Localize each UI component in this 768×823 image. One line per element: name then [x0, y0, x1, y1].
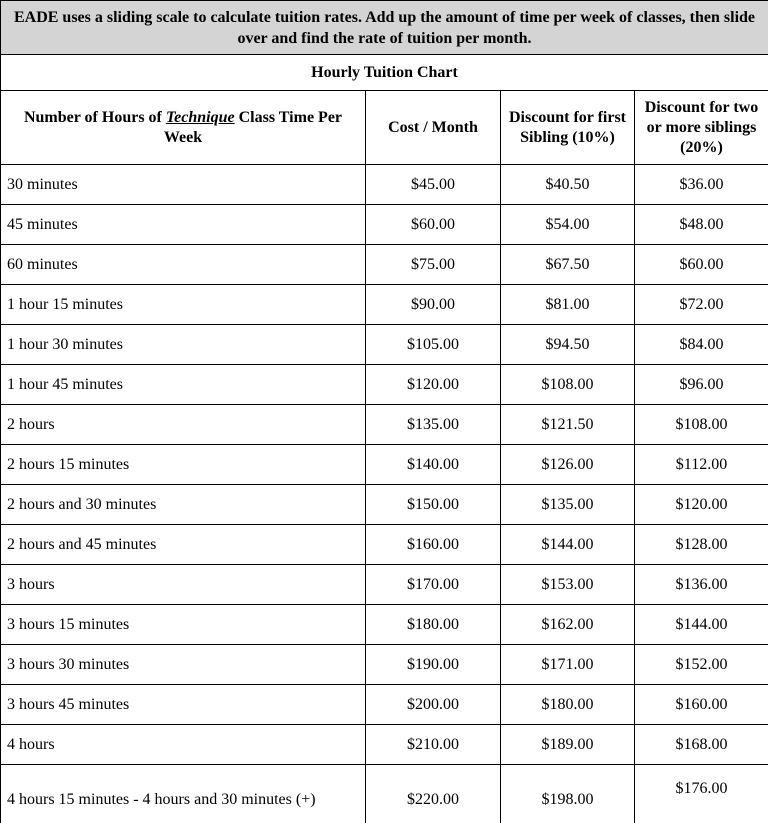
- hours-cell: 1 hour 45 minutes: [1, 365, 366, 405]
- table-row: [1, 485, 768, 525]
- sibling-discount-cell: $135.00: [501, 485, 635, 525]
- sibling-discount-cell: $189.00: [501, 725, 635, 765]
- sibling-discount-cell: $40.50: [501, 165, 635, 205]
- hours-cell: 2 hours: [1, 405, 366, 445]
- hours-cell: 3 hours 15 minutes: [1, 605, 366, 645]
- hours-cell: 1 hour 15 minutes: [1, 285, 366, 325]
- sibling-discount-cell: $162.00: [501, 605, 635, 645]
- sibling-discount-cell: $126.00: [501, 445, 635, 485]
- cost-cell: $135.00: [366, 405, 501, 445]
- sibling-discount-cell: $144.00: [501, 525, 635, 565]
- header-hours: [1, 91, 366, 165]
- notice-text: EADE uses a sliding scale to calculate tuition rates. Add up the amount of time per week of classes, then slide over and find the rate of tuition per month.: [1, 1, 768, 55]
- sibling-discount-cell: $180.00: [501, 685, 635, 725]
- cost-cell: $90.00: [366, 285, 501, 325]
- table-row: [1, 525, 768, 565]
- table-row: [1, 565, 768, 605]
- table-row: [1, 285, 768, 325]
- multi-sibling-discount-cell: $48.00: [635, 205, 768, 245]
- sibling-discount-cell: $67.50: [501, 245, 635, 285]
- multi-sibling-discount-cell: $152.00: [635, 645, 768, 685]
- sibling-discount-cell: $121.50: [501, 405, 635, 445]
- cost-cell: $105.00: [366, 325, 501, 365]
- cost-cell: $120.00: [366, 365, 501, 405]
- table-row: [1, 685, 768, 725]
- cost-cell: $160.00: [366, 525, 501, 565]
- table-row: [1, 445, 768, 485]
- table-row: [1, 765, 768, 823]
- multi-sibling-discount-cell: $168.00: [635, 725, 768, 765]
- sibling-discount-cell: $108.00: [501, 365, 635, 405]
- multi-sibling-discount-cell: $108.00: [635, 405, 768, 445]
- multi-sibling-discount-cell: $84.00: [635, 325, 768, 365]
- hours-cell: 1 hour 30 minutes: [1, 325, 366, 365]
- cost-cell: $45.00: [366, 165, 501, 205]
- hours-cell: 4 hours 15 minutes - 4 hours and 30 minutes (+): [1, 765, 366, 823]
- table-row: [1, 365, 768, 405]
- multi-sibling-discount-cell: $112.00: [635, 445, 768, 485]
- table-title: Hourly Tuition Chart: [1, 55, 768, 91]
- cost-cell: $210.00: [366, 725, 501, 765]
- table-row: [1, 645, 768, 685]
- table-row: [1, 725, 768, 765]
- cost-cell: $170.00: [366, 565, 501, 605]
- hours-cell: 3 hours 45 minutes: [1, 685, 366, 725]
- multi-sibling-discount-cell: $36.00: [635, 165, 768, 205]
- sibling-discount-cell: $153.00: [501, 565, 635, 605]
- table-row: [1, 325, 768, 365]
- cost-cell: $140.00: [366, 445, 501, 485]
- notice-row: [1, 1, 768, 55]
- cost-cell: $75.00: [366, 245, 501, 285]
- multi-sibling-discount-cell: $96.00: [635, 365, 768, 405]
- multi-sibling-discount-cell: $176.00: [635, 765, 768, 823]
- table-row: [1, 165, 768, 205]
- sibling-discount-cell: $54.00: [501, 205, 635, 245]
- multi-sibling-discount-cell: $144.00: [635, 605, 768, 645]
- cost-cell: $150.00: [366, 485, 501, 525]
- hours-cell: 4 hours: [1, 725, 366, 765]
- hours-cell: 45 minutes: [1, 205, 366, 245]
- header-sibling-discount: Discount for first Sibling (10%): [501, 91, 635, 165]
- cost-cell: $60.00: [366, 205, 501, 245]
- hours-cell: 2 hours 15 minutes: [1, 445, 366, 485]
- table-row: [1, 605, 768, 645]
- hours-cell: 2 hours and 30 minutes: [1, 485, 366, 525]
- header-hours-suffix: Class Time Per Week: [163, 108, 343, 146]
- header-hours-prefix: Number of Hours of: [23, 108, 166, 126]
- table-row: [1, 205, 768, 245]
- sibling-discount-cell: $81.00: [501, 285, 635, 325]
- header-cost: Cost / Month: [366, 91, 501, 165]
- cost-cell: $220.00: [366, 765, 501, 823]
- hours-cell: 2 hours and 45 minutes: [1, 525, 366, 565]
- sibling-discount-cell: $94.50: [501, 325, 635, 365]
- cost-cell: $190.00: [366, 645, 501, 685]
- title-row: [1, 55, 768, 91]
- header-row: [1, 91, 768, 165]
- hours-cell: 3 hours 30 minutes: [1, 645, 366, 685]
- sibling-discount-cell: $198.00: [501, 765, 635, 823]
- cost-cell: $200.00: [366, 685, 501, 725]
- hours-cell: 60 minutes: [1, 245, 366, 285]
- hours-cell: 30 minutes: [1, 165, 366, 205]
- sibling-discount-cell: $171.00: [501, 645, 635, 685]
- multi-sibling-discount-cell: $128.00: [635, 525, 768, 565]
- multi-sibling-discount-cell: $120.00: [635, 485, 768, 525]
- cost-cell: $180.00: [366, 605, 501, 645]
- header-hours-emphasis: Technique: [165, 108, 235, 126]
- table-row: [1, 245, 768, 285]
- header-multi-sibling-discount: Discount for two or more siblings (20%): [635, 91, 768, 165]
- multi-sibling-discount-cell: $72.00: [635, 285, 768, 325]
- multi-sibling-discount-cell: $60.00: [635, 245, 768, 285]
- table-row: [1, 405, 768, 445]
- multi-sibling-discount-cell: $160.00: [635, 685, 768, 725]
- multi-sibling-discount-cell: $136.00: [635, 565, 768, 605]
- hours-cell: 3 hours: [1, 565, 366, 605]
